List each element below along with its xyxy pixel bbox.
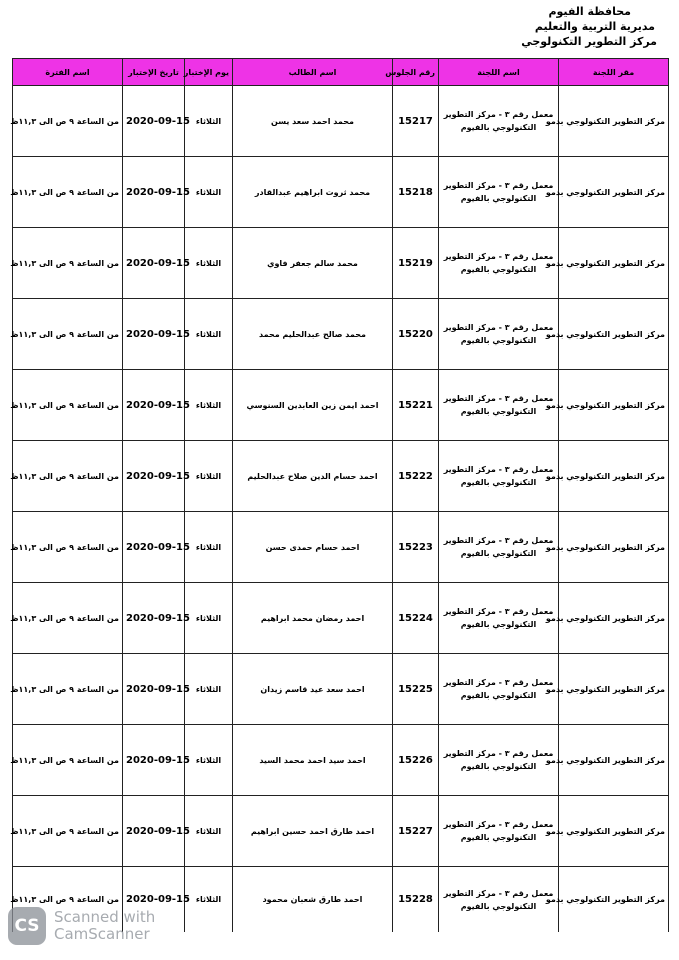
student-name-cell: محمد ثروت ابراهيم عبدالقادر — [233, 157, 393, 228]
committee-cell: معمل رقم ٣ - مركز التطوير التكنولوجي بالفيوم — [439, 299, 559, 370]
student-name-cell: احمد طارق شعبان محمود — [233, 867, 393, 933]
student-name-cell: محمد صالح عبدالحليم محمد — [233, 299, 393, 370]
exam-day-cell: الثلاثاء — [185, 654, 233, 725]
student-name-cell: احمد سيد احمد محمد السيد — [233, 725, 393, 796]
table-row — [13, 86, 669, 157]
seat-number-cell: 15217 — [393, 86, 439, 157]
col-header-center: مقر اللجنة — [559, 59, 669, 86]
center-cell: مركز التطوير التكنولوجي بدمو — [559, 441, 669, 512]
col-header-period: اسم الفترة — [13, 59, 123, 86]
period-cell: من الساعة ٩ ص الى ١١,٣ظ — [13, 157, 123, 228]
student-name-cell: محمد سالم جعفر فاوي — [233, 228, 393, 299]
exam-date-cell: 2020-09-15 — [123, 796, 185, 867]
committee-cell: معمل رقم ٣ - مركز التطوير التكنولوجي بالفيوم — [439, 228, 559, 299]
committee-cell: معمل رقم ٣ - مركز التطوير التكنولوجي بالفيوم — [439, 654, 559, 725]
seat-number-cell: 15224 — [393, 583, 439, 654]
governorate-title: محافظة الفيوم — [548, 5, 631, 18]
seat-number-cell: 15227 — [393, 796, 439, 867]
table-row — [13, 654, 669, 725]
camscanner-logo-icon: CS — [8, 907, 46, 945]
exam-day-cell: الثلاثاء — [185, 299, 233, 370]
student-name-cell: احمد حسام الدين صلاح عبدالحليم — [233, 441, 393, 512]
committee-cell: معمل رقم ٣ - مركز التطوير التكنولوجي بالفيوم — [439, 867, 559, 933]
seat-number-cell: 15225 — [393, 654, 439, 725]
exam-date-cell: 2020-09-15 — [123, 157, 185, 228]
table-header-row — [13, 59, 669, 86]
center-cell: مركز التطوير التكنولوجي بدمو — [559, 299, 669, 370]
exam-day-cell: الثلاثاء — [185, 512, 233, 583]
exam-date-cell: 2020-09-15 — [123, 86, 185, 157]
exam-date-cell: 2020-09-15 — [123, 370, 185, 441]
student-name-cell: احمد طارق احمد حسين ابراهيم — [233, 796, 393, 867]
seat-number-cell: 15219 — [393, 228, 439, 299]
exam-schedule-table — [12, 58, 669, 932]
center-cell: مركز التطوير التكنولوجي بدمو — [559, 157, 669, 228]
student-name-cell: احمد رمضان محمد ابراهيم — [233, 583, 393, 654]
student-name-cell: احمد ايمن زين العابدين السنوسي — [233, 370, 393, 441]
period-cell: من الساعة ٩ ص الى ١١,٣ظ — [13, 441, 123, 512]
table-row — [13, 228, 669, 299]
period-cell: من الساعة ٩ ص الى ١١,٣ظ — [13, 654, 123, 725]
col-header-seat: رقم الجلوس — [393, 59, 439, 86]
student-name-cell: احمد حسام حمدى حسن — [233, 512, 393, 583]
exam-date-cell: 2020-09-15 — [123, 512, 185, 583]
seat-number-cell: 15221 — [393, 370, 439, 441]
col-header-committee: اسم اللجنة — [439, 59, 559, 86]
committee-cell: معمل رقم ٣ - مركز التطوير التكنولوجي بالفيوم — [439, 512, 559, 583]
center-cell: مركز التطوير التكنولوجي بدمو — [559, 725, 669, 796]
exam-day-cell: الثلاثاء — [185, 157, 233, 228]
exam-date-cell: 2020-09-15 — [123, 583, 185, 654]
exam-day-cell: الثلاثاء — [185, 725, 233, 796]
exam-date-cell: 2020-09-15 — [123, 299, 185, 370]
committee-cell: معمل رقم ٣ - مركز التطوير التكنولوجي بالفيوم — [439, 441, 559, 512]
center-cell: مركز التطوير التكنولوجي بدمو — [559, 512, 669, 583]
exam-day-cell: الثلاثاء — [185, 796, 233, 867]
period-cell: من الساعة ٩ ص الى ١١,٣ظ — [13, 512, 123, 583]
committee-cell: معمل رقم ٣ - مركز التطوير التكنولوجي بالفيوم — [439, 725, 559, 796]
committee-cell: معمل رقم ٣ - مركز التطوير التكنولوجي بالفيوم — [439, 157, 559, 228]
seat-number-cell: 15222 — [393, 441, 439, 512]
table-body — [10, 86, 669, 933]
exam-date-cell: 2020-09-15 — [123, 654, 185, 725]
period-cell: من الساعة ٩ ص الى ١١,٣ظ — [13, 867, 123, 933]
center-title: مركز التطوير التكنولوجي — [521, 35, 657, 48]
exam-date-cell: 2020-09-15 — [123, 441, 185, 512]
center-cell: مركز التطوير التكنولوجي بدمو — [559, 867, 669, 933]
table-row — [13, 157, 669, 228]
period-cell: من الساعة ٩ ص الى ١١,٣ظ — [13, 796, 123, 867]
exam-day-cell: الثلاثاء — [185, 228, 233, 299]
watermark-text — [54, 909, 155, 943]
period-cell: من الساعة ٩ ص الى ١١,٣ظ — [13, 228, 123, 299]
period-cell: من الساعة ٩ ص الى ١١,٣ظ — [13, 370, 123, 441]
col-header-student: اسم الطالب — [233, 59, 393, 86]
directorate-title: مديرية التربية والتعليم — [534, 20, 655, 33]
student-name-cell: محمد احمد سعد يسن — [233, 86, 393, 157]
table-row — [13, 299, 669, 370]
period-cell: من الساعة ٩ ص الى ١١,٣ظ — [13, 583, 123, 654]
center-cell: مركز التطوير التكنولوجي بدمو — [559, 228, 669, 299]
document-header — [521, 4, 657, 49]
period-cell: من الساعة ٩ ص الى ١١,٣ظ — [13, 725, 123, 796]
table-row — [13, 796, 669, 867]
exam-date-cell: 2020-09-15 — [123, 228, 185, 299]
seat-number-cell: 15223 — [393, 512, 439, 583]
exam-day-cell: الثلاثاء — [185, 867, 233, 933]
seat-number-cell: 15220 — [393, 299, 439, 370]
table-row — [13, 725, 669, 796]
center-cell: مركز التطوير التكنولوجي بدمو — [559, 370, 669, 441]
exam-day-cell: الثلاثاء — [185, 370, 233, 441]
center-cell: مركز التطوير التكنولوجي بدمو — [559, 583, 669, 654]
exam-date-cell: 2020-09-15 — [123, 867, 185, 933]
period-cell: من الساعة ٩ ص الى ١١,٣ظ — [13, 299, 123, 370]
col-header-day: يوم الإختبار — [185, 59, 233, 86]
table-row — [13, 583, 669, 654]
student-name-cell: احمد سعد عيد قاسم زيدان — [233, 654, 393, 725]
center-cell: مركز التطوير التكنولوجي بدمو — [559, 86, 669, 157]
watermark-line2: CamScanner — [54, 925, 150, 943]
period-cell: من الساعة ٩ ص الى ١١,٣ظ — [13, 86, 123, 157]
exam-day-cell: الثلاثاء — [185, 86, 233, 157]
watermark-line1: Scanned with — [54, 908, 156, 926]
committee-cell: معمل رقم ٣ - مركز التطوير التكنولوجي بالفيوم — [439, 583, 559, 654]
camscanner-watermark — [8, 907, 155, 945]
exam-day-cell: الثلاثاء — [185, 583, 233, 654]
center-cell: مركز التطوير التكنولوجي بدمو — [559, 796, 669, 867]
table-row — [13, 441, 669, 512]
seat-number-cell: 15218 — [393, 157, 439, 228]
center-cell: مركز التطوير التكنولوجي بدمو — [559, 654, 669, 725]
committee-cell: معمل رقم ٣ - مركز التطوير التكنولوجي بالفيوم — [439, 796, 559, 867]
committee-cell: معمل رقم ٣ - مركز التطوير التكنولوجي بالفيوم — [439, 370, 559, 441]
seat-number-cell: 15226 — [393, 725, 439, 796]
table-row — [13, 512, 669, 583]
seat-number-cell: 15228 — [393, 867, 439, 933]
table-row — [13, 370, 669, 441]
col-header-date: تاريخ الإختبار — [123, 59, 185, 86]
exam-day-cell: الثلاثاء — [185, 441, 233, 512]
exam-date-cell: 2020-09-15 — [123, 725, 185, 796]
committee-cell: معمل رقم ٣ - مركز التطوير التكنولوجي بالفيوم — [439, 86, 559, 157]
